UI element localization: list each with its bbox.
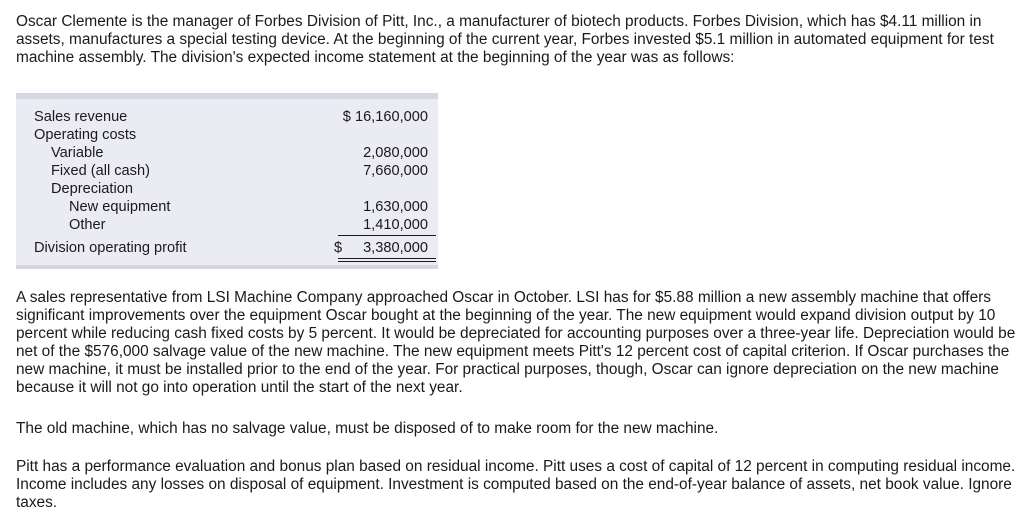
variable-label: Variable xyxy=(51,145,104,161)
other-label: Other xyxy=(69,217,106,233)
lsi-paragraph: A sales representative from LSI Machine Company approached Oscar in October. LSI has for $5.88 million a new assembly machine that offers significant improvements over the equipment Oscar bought at the beginning of the year. The new equipment would expand division output by 10 percent while reducing cash fixed costs by 5 percent. It would be depreciated for accounting purposes over a three-year life. Depreciation would be net of the $576,000 salvage value of the new machine. The new equipment meets Pitt's 12 percent cost of capital criterion. If Oscar purchases the new machine, it must be installed prior to the end of the year. For practical purposes, though, Oscar can ignore depreciation on the new machine because it will not go into operation until the start of the next year. xyxy=(16,289,1016,396)
fixed-value: 7,660,000 xyxy=(363,163,428,179)
other-value: 1,410,000 xyxy=(363,217,428,233)
row-variable xyxy=(16,144,438,162)
table-top-border xyxy=(16,93,438,99)
intro-paragraph: Oscar Clemente is the manager of Forbes Division of Pitt, Inc., a manufacturer of biotech products. Forbes Division, which has $4.11 million in assets, manufactures a special testing device. At the beginning of the current year, Forbes invested $5.1 million in automated equipment for test machine assembly. The division's expected income statement at the beginning of the year was as follows: xyxy=(16,13,994,66)
pitt-paragraph: Pitt has a performance evaluation and bonus plan based on residual income. Pitt uses a cost of capital of 12 percent in computing residual income. Income includes any losses on disposal of equipment. Investment is computed based on the end-of-year balance of assets, net book value. Ignore taxes. xyxy=(16,458,1016,511)
new-equipment-value: 1,630,000 xyxy=(363,199,428,215)
division-operating-profit-value xyxy=(330,239,428,257)
row-other xyxy=(16,216,438,234)
fixed-label: Fixed (all cash) xyxy=(51,163,150,179)
old-machine-paragraph: The old machine, which has no salvage value, must be disposed of to make room for the new machine. xyxy=(16,420,719,437)
depreciation-label: Depreciation xyxy=(51,181,133,197)
row-operating-costs xyxy=(16,126,438,144)
new-equipment-label: New equipment xyxy=(69,199,171,215)
total-double-underline xyxy=(338,258,436,262)
sales-revenue-value: $ 16,160,000 xyxy=(342,109,428,125)
sales-revenue-label: Sales revenue xyxy=(34,109,128,125)
row-division-operating-profit xyxy=(16,239,438,257)
row-depreciation xyxy=(16,180,438,198)
income-statement-table xyxy=(16,93,438,269)
variable-value: 2,080,000 xyxy=(363,145,428,161)
division-operating-profit-label: Division operating profit xyxy=(34,240,187,256)
operating-costs-label: Operating costs xyxy=(34,127,137,143)
dollar-sign: $ xyxy=(334,240,343,256)
subtotal-underline xyxy=(338,235,436,236)
profit-amount: 3,380,000 xyxy=(363,240,428,256)
row-new-equipment xyxy=(16,198,438,216)
table-bottom-border xyxy=(16,265,438,269)
row-sales-revenue xyxy=(16,108,438,126)
row-fixed xyxy=(16,162,438,180)
